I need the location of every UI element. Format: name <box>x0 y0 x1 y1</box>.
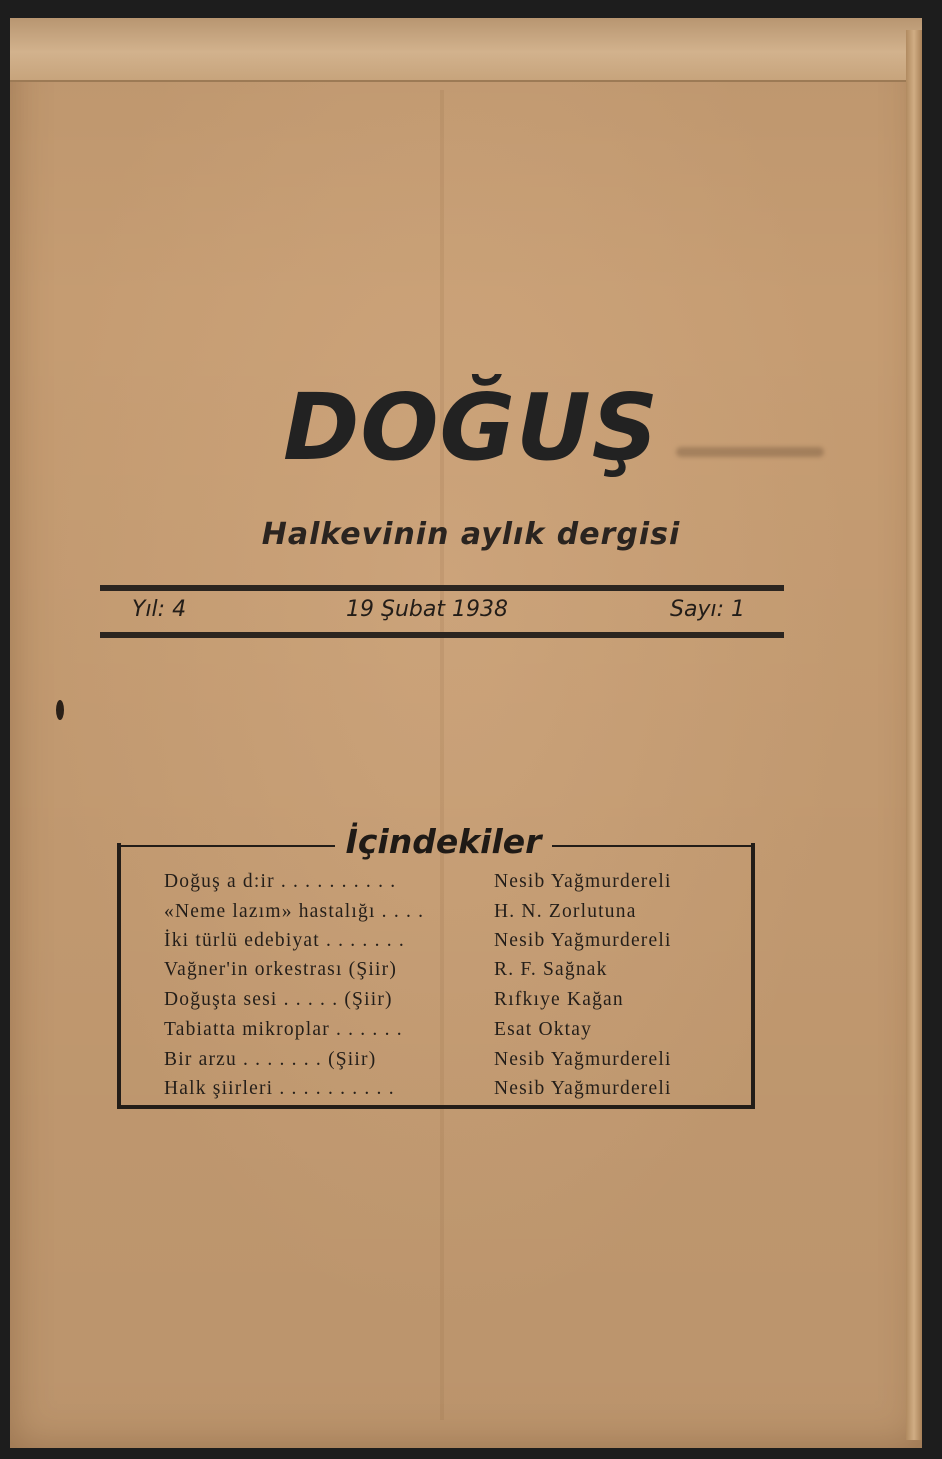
toc-article-title: Vağner'in orkestrası (Şiir) <box>164 959 398 980</box>
toc-author: Rıfkıye Kağan <box>494 989 624 1010</box>
ink-speck <box>56 700 64 720</box>
toc-article-title: «Neme lazım» hastalığı . . . . <box>164 901 425 922</box>
toc-row <box>164 930 734 958</box>
toc-author: Esat Oktay <box>494 1019 593 1040</box>
center-fold <box>440 90 444 1420</box>
issue-rule-top <box>100 585 784 591</box>
page-edge <box>906 30 922 1440</box>
magazine-cover <box>10 18 922 1448</box>
toc-heading: İçindekiler <box>345 822 542 861</box>
toc-article-title: Halk şiirleri . . . . . . . . . . <box>164 1078 395 1099</box>
toc-row <box>164 1078 734 1106</box>
toc-row <box>164 871 734 899</box>
toc-row <box>164 1019 734 1047</box>
issue-date: 19 Şubat 1938 <box>346 597 508 622</box>
toc-author: R. F. Sağnak <box>494 959 608 980</box>
toc-article-title: Doğuşta sesi . . . . . (Şiir) <box>164 989 393 1010</box>
toc-article-title: Doğuş a d:ir . . . . . . . . . . <box>164 871 397 892</box>
toc-author: Nesib Yağmurdereli <box>494 1049 672 1070</box>
magazine-subtitle: Halkevinin aylık dergisi <box>261 517 681 552</box>
toc-author: Nesib Yağmurdereli <box>494 930 672 951</box>
toc-article-title: İki türlü edebiyat . . . . . . . <box>164 930 405 951</box>
issue-info <box>0 597 942 627</box>
magazine-title: DOĞUŞ <box>282 374 660 481</box>
issue-number: Sayı: 1 <box>670 597 745 622</box>
toc-author: Nesib Yağmurdereli <box>494 871 672 892</box>
toc-row <box>164 959 734 987</box>
toc-border-top-right <box>552 845 755 847</box>
issue-year: Yıl: 4 <box>132 597 187 622</box>
toc-article-title: Bir arzu . . . . . . . (Şiir) <box>164 1049 377 1070</box>
toc-row <box>164 1049 734 1077</box>
toc-row <box>164 901 734 929</box>
issue-rule-bottom <box>100 632 784 638</box>
toc-row <box>164 989 734 1017</box>
binding-strip <box>10 18 922 82</box>
toc-article-title: Tabiatta mikroplar . . . . . . <box>164 1019 403 1040</box>
toc-border-top-left <box>117 845 335 847</box>
toc-author: H. N. Zorlutuna <box>494 901 637 922</box>
toc-author: Nesib Yağmurdereli <box>494 1078 672 1099</box>
